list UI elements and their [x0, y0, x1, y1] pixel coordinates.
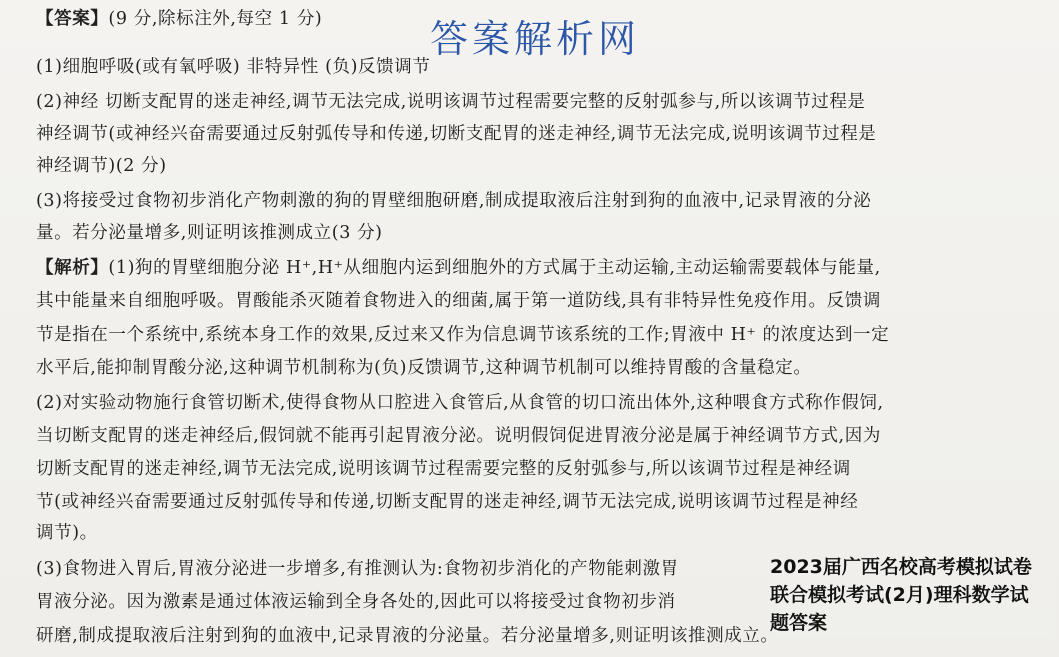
analysis-line: 水平后,能抑制胃酸分泌,这种调节机制称为(负)反馈调节,这种调节机制可以维持胃酸的含量稳定。	[36, 358, 812, 378]
exam-title-line: 联合模拟考试(2月)理科数学试	[770, 584, 1029, 606]
watermark-title: 答案解析网	[430, 17, 641, 61]
analysis-line: 节是指在一个系统中,系统本身工作的效果,反过来又作为信息调节该系统的工作;胃液中 H⁺ 的浓度达到一定	[36, 325, 890, 345]
analysis-line: 节(或神经兴奋需要通过反射弧传导和传递,切断支配胃的迷走神经,调节无法完成,说明该调节过程是神经	[36, 492, 859, 512]
answer-header	[36, 4, 1036, 34]
analysis-tag: 【解析】	[36, 258, 109, 278]
answer-line: (1)细胞呼吸(或有氧呼吸) 非特异性 (负)反馈调节	[36, 57, 431, 77]
analysis-line: (1)狗的胃壁细胞分泌 H⁺,H⁺从细胞内运到细胞外的方式属于主动运输,主动运输需要载体与能量,	[108, 258, 881, 278]
analysis-line: (3)食物进入胃后,胃液分泌进一步增多,有推测认为:食物初步消化的产物能刺激胃	[36, 559, 679, 579]
answer-line: (2)神经 切断支配胃的迷走神经,调节无法完成,说明该调节过程需要完整的反射弧参与,所以该调节过程是	[36, 92, 866, 112]
answer-score-note: (9 分,除标注外,每空 1 分)	[108, 9, 323, 29]
answer-line: (3)将接受过食物初步消化产物刺激的狗的胃壁细胞研磨,制成提取液后注射到狗的血液中,记录胃液的分泌	[36, 191, 872, 211]
answer-line: 神经调节(或神经兴奋需要通过反射弧传导和传递,切断支配胃的迷走神经,调节无法完成,说明该调节过程是	[36, 124, 877, 144]
analysis-line: (2)对实验动物施行食管切断术,使得食物从口腔进入食管后,从食管的切口流出体外,这种喂食方式称作假饲,	[36, 393, 884, 413]
exam-title-overlay	[770, 553, 1055, 637]
analysis-line: 切断支配胃的迷走神经,调节无法完成,说明该调节过程需要完整的反射弧参与,所以该调节过程是神经调	[36, 459, 851, 479]
answer-tag: 【答案】	[36, 9, 109, 29]
analysis-line: 其中能量来自细胞呼吸。胃酸能杀灭随着食物进入的细菌,属于第一道防线,具有非特异性免疫作用。反馈调	[36, 291, 881, 311]
analysis-line: 胃液分泌。因为激素是通过体液运输到全身各处的,因此可以将接受过食物初步消	[36, 592, 676, 612]
analysis-header	[36, 253, 1036, 283]
exam-title-line: 题答案	[770, 612, 828, 634]
exam-title-line: 2023届广西名校高考模拟试卷	[770, 556, 1032, 578]
answer-line: 量。若分泌量增多,则证明该推测成立(3 分)	[36, 223, 383, 243]
answer-line: 神经调节)(2 分)	[36, 156, 167, 176]
analysis-line: 当切断支配胃的迷走神经后,假饲就不能再引起胃液分泌。说明假饲促进胃液分泌是属于神经调节方式,因为	[36, 426, 881, 446]
analysis-line: 调节)。	[36, 523, 98, 543]
analysis-line: 研磨,制成提取液后注射到狗的血液中,记录胃液的分泌量。若分泌量增多,则证明该推测成立。	[36, 626, 779, 646]
